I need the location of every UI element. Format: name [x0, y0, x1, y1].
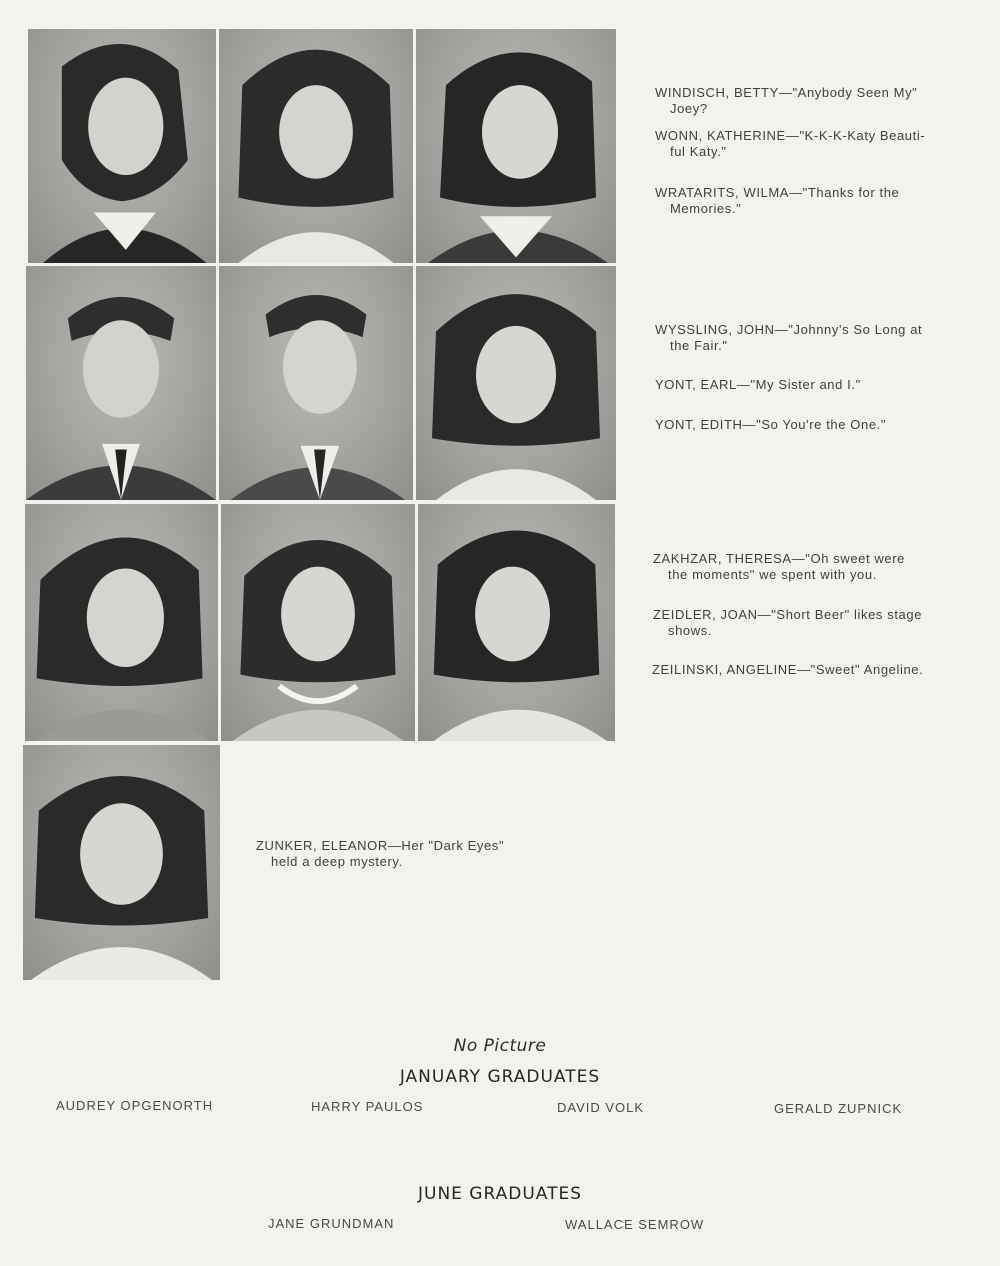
portrait-photo	[219, 29, 413, 263]
january-graduate-name: DAVID VOLK	[557, 1100, 645, 1115]
caption-zunker-eleanor	[256, 838, 561, 870]
caption-yont-earl	[655, 377, 961, 393]
senior-quote-continued: the moments" we spent with you.	[668, 567, 877, 582]
student-name: ZEIDLER, JOAN	[653, 607, 758, 622]
student-name: WRATARITS, WILMA	[655, 185, 790, 200]
portrait-photo	[23, 745, 220, 980]
caption-windisch-betty	[655, 85, 961, 117]
senior-quote: "Johnny's So Long at	[788, 322, 923, 337]
dash: —	[736, 377, 751, 392]
senior-quote: "Oh sweet were	[805, 551, 905, 566]
june-graduate-name: WALLACE SEMROW	[565, 1217, 705, 1232]
january-graduates-heading: JANUARY GRADUATES	[399, 1067, 601, 1087]
senior-quote: Her "Dark Eyes"	[401, 838, 505, 853]
senior-quote: "My Sister and I."	[750, 377, 861, 392]
senior-quote-continued: Joey?	[670, 101, 708, 116]
january-graduate-name: AUDREY OPGENORTH	[56, 1098, 214, 1113]
senior-quote: "Sweet" Angeline.	[810, 662, 924, 677]
caption-zakhzar-theresa	[653, 551, 959, 583]
caption-wonn-katherine	[655, 128, 961, 160]
portrait-photo	[416, 266, 616, 500]
dash: —	[797, 662, 811, 677]
dash: —	[791, 551, 806, 566]
portrait-photo	[418, 504, 615, 741]
senior-quote: "Thanks for the	[802, 185, 900, 200]
dash: —	[742, 417, 757, 432]
student-name: WINDISCH, BETTY	[655, 85, 779, 100]
student-name: YONT, EARL	[655, 377, 737, 392]
caption-yont-edith	[655, 417, 961, 433]
student-name: ZEILINSKI, ANGELINE	[652, 662, 798, 677]
senior-quote: "K-K-K-Katy Beauti-	[799, 128, 926, 143]
senior-quote: "So You're the One."	[756, 417, 887, 432]
senior-quote: "Anybody Seen My"	[792, 85, 918, 100]
senior-quote-continued: shows.	[668, 623, 713, 638]
caption-wyssling-john	[655, 322, 961, 354]
dash: —	[774, 322, 789, 337]
senior-quote: "Short Beer" likes stage	[771, 607, 923, 622]
senior-quote-continued: the Fair."	[670, 338, 728, 353]
senior-quote-continued: Memories."	[670, 201, 742, 216]
portrait-photo	[26, 266, 216, 500]
student-name: ZAKHZAR, THERESA	[653, 551, 792, 566]
portrait-photo	[221, 504, 415, 741]
portrait-photo	[25, 504, 218, 741]
june-graduates-heading: JUNE GRADUATES	[417, 1184, 582, 1204]
portrait-photo	[416, 29, 616, 263]
caption-wratarits-wilma	[655, 185, 961, 217]
january-graduate-name: HARRY PAULOS	[311, 1099, 424, 1114]
portrait-photo	[219, 266, 413, 500]
dash: —	[387, 838, 402, 853]
dash: —	[789, 185, 803, 200]
student-name: WYSSLING, JOHN	[655, 322, 775, 337]
student-name: WONN, KATHERINE	[655, 128, 786, 143]
caption-zeidler-joan	[653, 607, 959, 639]
dash: —	[757, 607, 772, 622]
student-name: ZUNKER, ELEANOR	[256, 838, 388, 853]
june-graduate-name: JANE GRUNDMAN	[268, 1216, 395, 1231]
january-graduate-name: GERALD ZUPNICK	[774, 1101, 903, 1116]
caption-zeilinski-angeline	[652, 662, 962, 678]
senior-quote-continued: ful Katy."	[670, 144, 727, 159]
senior-quote-continued: held a deep mystery.	[271, 854, 403, 869]
dash: —	[785, 128, 800, 143]
portrait-photo	[28, 29, 216, 263]
no-picture-label: No Picture	[453, 1036, 547, 1056]
student-name: YONT, EDITH	[655, 417, 743, 432]
dash: —	[778, 85, 793, 100]
